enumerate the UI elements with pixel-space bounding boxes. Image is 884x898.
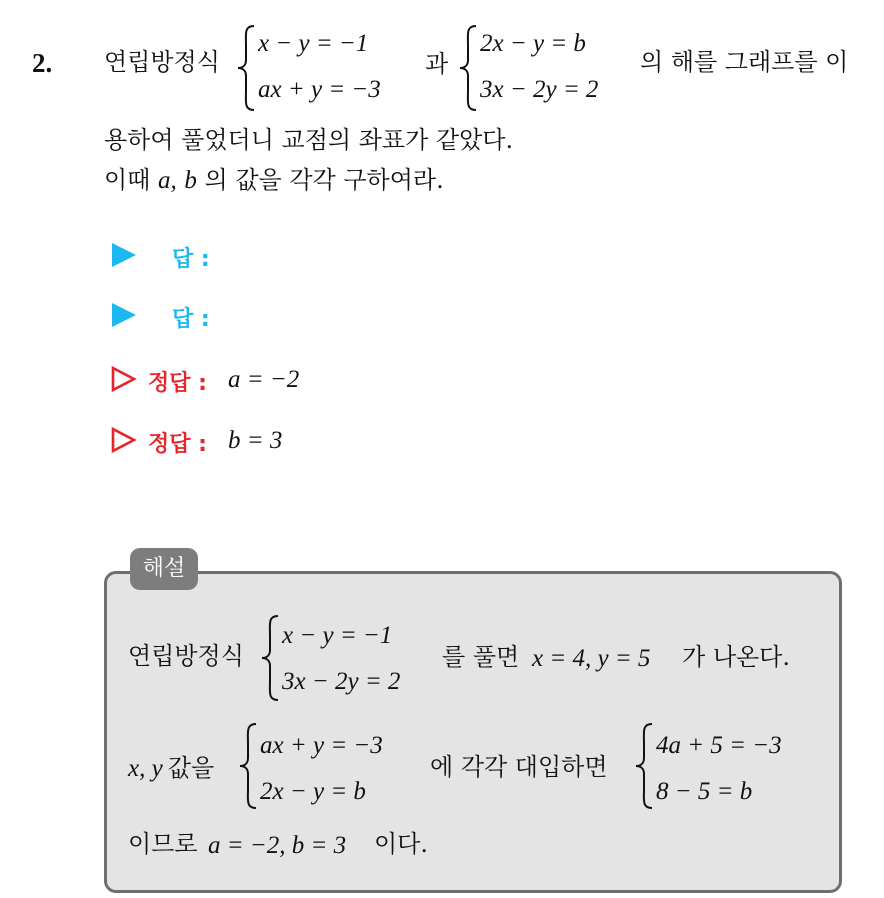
system1-brace: [236, 24, 258, 112]
exp-row1-eq1: x − y = −1: [282, 622, 393, 649]
correct-label-2: 정답 :: [148, 432, 207, 457]
exp-row2-eq4: 8 − 5 = b: [656, 778, 753, 805]
exp-row2-eq3: 4a + 5 = −3: [656, 732, 782, 759]
answer-arrow-icon: [112, 243, 136, 267]
system2-eq2: 3x − 2y = 2: [480, 76, 599, 103]
line3-post: 의 값을 각각 구하여라.: [204, 166, 444, 194]
exp-system1-brace: [260, 614, 282, 702]
answer-arrow-icon: [112, 303, 136, 327]
question-prefix: 연립방정식: [104, 48, 220, 76]
exp-row1-post: 가 나온다.: [682, 643, 790, 671]
exp-row1-result: x = 4, y = 5: [532, 645, 651, 672]
line3-pre: 이때: [104, 166, 151, 194]
question-line3: [104, 168, 444, 193]
correct-arrow-icon: [110, 426, 138, 454]
correct-arrow-icon: [110, 365, 138, 393]
exp-row3-result: a = −2, b = 3: [208, 832, 347, 859]
exp-system2-brace: [238, 722, 260, 810]
var-b: b: [184, 167, 197, 194]
system2-eq1: 2x − y = b: [480, 30, 586, 57]
question-number: 2.: [32, 48, 53, 78]
exp-row2-eq2: 2x − y = b: [260, 778, 366, 805]
exp-row2-eq1: ax + y = −3: [260, 732, 383, 759]
system1-eq1: x − y = −1: [258, 30, 369, 57]
exp-row3-prefix: 이므로: [128, 830, 198, 858]
exp-row2-mid: 에 각각 대입하면: [430, 753, 608, 781]
answer-label-2: 답 :: [172, 307, 210, 332]
correct-value-2: b = 3: [228, 427, 283, 454]
system2-brace: [458, 24, 480, 112]
correct-label-1: 정답 :: [148, 371, 207, 396]
exp-row1-eq2: 3x − 2y = 2: [282, 668, 401, 695]
comma: ,: [170, 167, 177, 194]
question-suffix: 의 해를 그래프를 이: [640, 48, 849, 76]
exp-row3-post: 이다.: [374, 830, 428, 858]
system1-eq2: ax + y = −3: [258, 76, 381, 103]
exp-row2-prefix: [128, 755, 214, 783]
answer-label-1: 답 :: [172, 247, 210, 272]
var-a: a: [158, 167, 171, 194]
question-line2: 용하여 풀었더니 교점의 좌표가 같았다.: [104, 126, 514, 154]
exp-row2-prefix-text: 값을: [167, 754, 215, 782]
exp-row2-vars: x, y: [128, 755, 163, 782]
exp-row1-prefix: 연립방정식: [128, 642, 244, 670]
exp-system3-brace: [634, 722, 656, 810]
exp-row1-mid: 를 풀면: [442, 643, 520, 671]
correct-value-1: a = −2: [228, 366, 300, 393]
question-connector: 과: [425, 50, 449, 78]
explanation-tab: 해설: [130, 548, 198, 590]
